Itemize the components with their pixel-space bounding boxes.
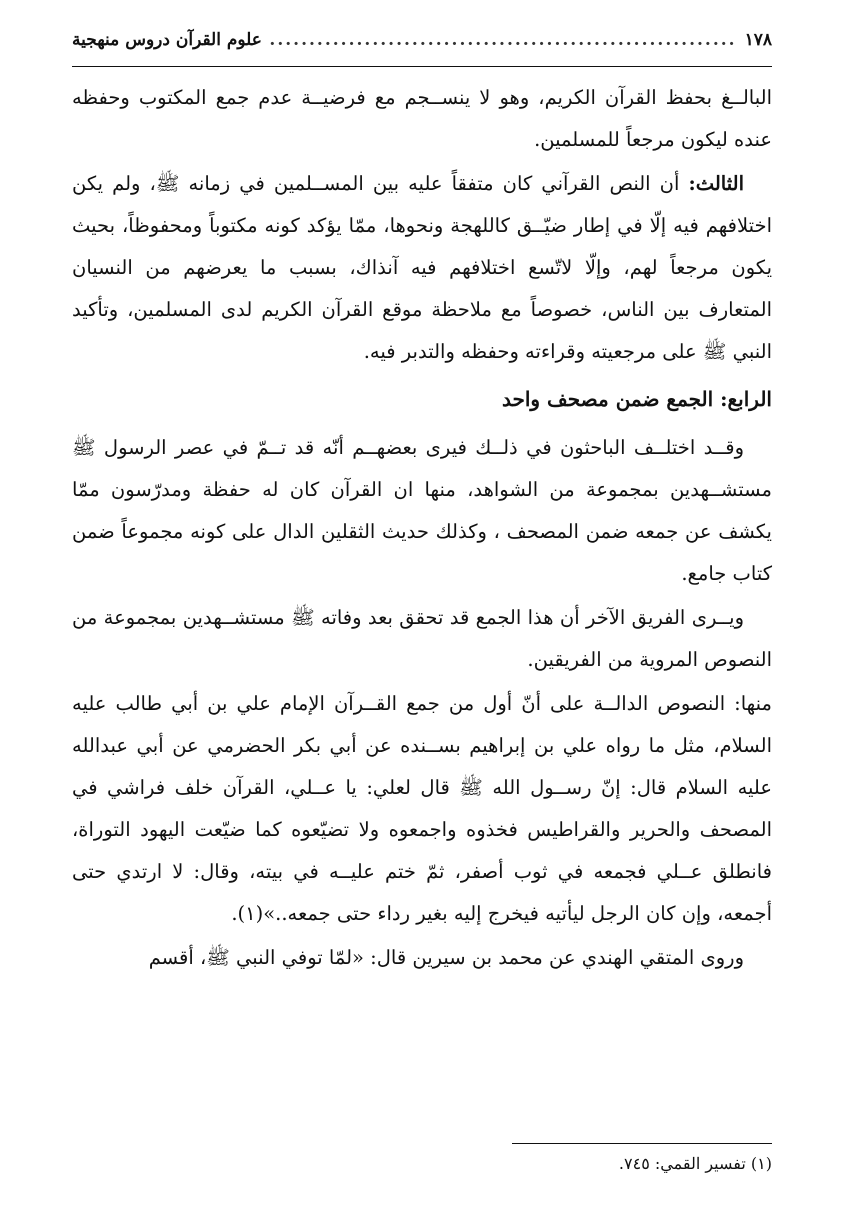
paragraph-3: وقــد اختلــف الباحثون في ذلــك فيرى بعضهــم أنّه قد تــمّ في عصر الرسول ﷺ مستشــهدين بمجموعة من الشواهد، منها ان القرآن كان له حفظة ومدرّسون ممّا يكشف عن جمعه ضمن المصحف ، وكذلك حديث الثقلين الدال على كونه مجموعاً ضمن كتاب جامع. — [72, 436, 772, 585]
section-heading — [72, 377, 772, 421]
paragraph-2-lead: الثالث: — [688, 172, 744, 195]
section-heading-text: الجمع ضمن مصحف واحد — [502, 387, 714, 411]
paragraph-2-text: أن النص القرآني كان متفقاً عليه بين المســلمين في زمانه ﷺ، ولم يكن اختلافهم فيه إلّا في إطار ضيّــق كاللهجة ونحوها، ممّا يؤكد كونه مكتوباً ومحفوظاً، بحيث يكون مرجعاً لهم، وإلّا لاتّسع اختلافهم فيه آنذاك، بسبب ما يعرضهم من النسيان المتعارف بين الناس، خصوصاً مع ملاحظة موقع القرآن الكريم لدى المسلمين، وتأكيد النبي ﷺ على مرجعيته وقراءته وحفظه والتدبر فيه. — [72, 172, 773, 363]
paragraph-4: ويــرى الفريق الآخر أن هذا الجمع قد تحقق بعد وفاته ﷺ مستشــهدين بمجموعة من النصوص المروية من الفريقين. — [72, 606, 772, 671]
footnote: (١) تفسير القمي: ٧٤٥. — [618, 1154, 772, 1173]
header-rule — [72, 66, 772, 67]
footnote-rule — [512, 1143, 772, 1144]
section-heading-lead: الرابع: — [720, 387, 772, 411]
paragraph-1: البالــغ بحفظ القرآن الكريم، وهو لا ينســجم مع فرضيــة عدم جمع المكتوب وحفظه عنده ليكون مرجعاً للمسلمين. — [72, 86, 772, 151]
paragraph-6: وروى المتقي الهندي عن محمد بن سيرين قال: «لمّا توفي النبي ﷺ، أقسم — [148, 946, 744, 969]
running-header — [72, 30, 772, 60]
paragraph-2 — [72, 163, 772, 373]
document-page — [72, 30, 772, 1186]
book-title: علوم القرآن دروس منهجية — [72, 30, 262, 50]
body-text — [72, 77, 772, 979]
page-number: ١٧٨ — [744, 30, 772, 50]
paragraph-5: منها: النصوص الدالــة على أنّ أول من جمع القــرآن الإمام علي بن أبي طالب عليه السلام، مثل ما رواه علي بن إبراهيم بســنده عن أبي بكر الحضرمي عن أبي عبدالله عليه السلام قال: إنّ رســول الله ﷺ قال لعلي: يا عــلي، القرآن خلف فراشي في المصحف والحرير والقراطيس فخذوه واجمعوه ولا تضيّعوه كما ضيّعت اليهود التوراة، فانطلق عــلي فجمعه في ثوب أصفر، ثمّ ختم عليــه في بيته، وقال: لا ارتدي حتى أجمعه، وإن كان الرجل ليأتيه فيخرج إليه بغير رداء حتى جمعه..»(١). — [72, 692, 772, 925]
header-leader-dots — [266, 30, 737, 50]
